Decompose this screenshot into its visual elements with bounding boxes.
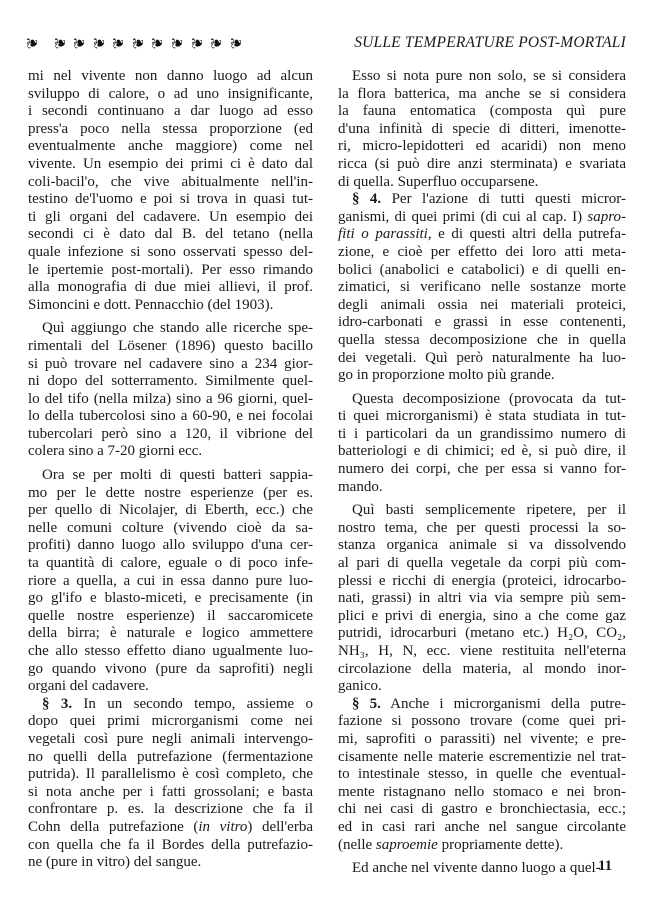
text-segment: Cohn della putrefazione ( bbox=[28, 818, 199, 835]
text-line: quella stessa decomposizione che in quella bbox=[338, 331, 626, 348]
text-line: nati, grassi) in altri via via sempre più sem- bbox=[338, 590, 626, 607]
italic-text: in vitro bbox=[198, 818, 248, 835]
left-column bbox=[28, 68, 313, 878]
text-line: ed in casi rari anche nel sangue circolante bbox=[338, 818, 626, 835]
section-number: § 4. bbox=[352, 191, 382, 208]
text-line: d'una infinità di specie di ditteri, imenotte- bbox=[338, 120, 626, 137]
text-line: confrontare p. es. la descrizione che fa il bbox=[28, 801, 313, 818]
text-line: Quì aggiungo che stando alle ricerche spe- bbox=[42, 320, 313, 337]
running-title: SULLE TEMPERATURE POST-MORTALI bbox=[354, 34, 626, 51]
text-line: ta quantità di calore, eguale o di poco infe- bbox=[28, 555, 313, 572]
text-line: mi, saprofiti o parassiti) nel vivente; e pre- bbox=[338, 730, 626, 747]
text-line: lo della tubercolosi sino a 60-90, e nei focolai bbox=[28, 408, 313, 425]
text-line: che allo stesso effetto diano ugualmente luo- bbox=[28, 643, 313, 659]
text-line: plessi e ricchi di energia (proteici, idrocarbo- bbox=[338, 572, 626, 589]
text-line: fazione si possono trovare (come quei pri- bbox=[338, 713, 626, 730]
text-line: putrida). Il parallelismo è così completo, che bbox=[28, 766, 313, 783]
text-line: batteriologi e di chimici; ed è, si può dire, il bbox=[338, 443, 626, 460]
text-line: si nota anche per i fatti grossolani; e basta bbox=[28, 783, 313, 800]
text-segment: Anche i microrganismi della putre- bbox=[380, 695, 627, 712]
text-line: coli-bacil'o, che vive abitualmente nell'in- bbox=[28, 173, 313, 190]
text-line: testino de'l'uomo e poi si trova in quasi tut- bbox=[28, 191, 313, 208]
text-segment: Per l'azione di tutti questi micror- bbox=[381, 191, 627, 208]
text-line: mo per le dette nostre esperienze (per es. bbox=[28, 484, 313, 501]
text-line: dopo quei primi microrganismi come nei bbox=[28, 713, 313, 730]
paragraph bbox=[28, 467, 313, 696]
text-line: tubercolari però sino a 120, il vibrione del bbox=[28, 425, 313, 442]
text-segment: propriamente dette). bbox=[437, 836, 564, 853]
text-line bbox=[338, 226, 626, 244]
paragraph bbox=[28, 68, 313, 314]
italic-text: fiti o parassiti bbox=[338, 226, 428, 243]
text-line: di quella. Superfluo occuparsene. bbox=[338, 173, 539, 190]
text-line: la flora batterica, ma anche se si considera bbox=[338, 85, 626, 102]
text-line: bolici (anabolici e catabolici) e di quelli en- bbox=[338, 261, 626, 278]
leaf-sprig-icon: ❦ bbox=[70, 36, 89, 50]
text-line: go gl'ifo e blasto-miceti, e precisamente (in bbox=[28, 590, 313, 607]
text-line: Simoncini e dott. Pennacchio (del 1903). bbox=[28, 296, 274, 313]
text-line bbox=[338, 837, 626, 855]
italic-text: sapro- bbox=[587, 208, 626, 225]
text-line: zimatici, si verificano nelle sostanze morte bbox=[338, 279, 626, 296]
text-line: mando. bbox=[338, 478, 383, 495]
text-line bbox=[28, 696, 313, 714]
leaf-sprig-icon: ❦ bbox=[187, 36, 206, 50]
text-line bbox=[338, 696, 626, 714]
text-line: to intestinale stesso, in quelle che eventual- bbox=[338, 766, 626, 783]
italic-text: saproemie bbox=[375, 836, 438, 853]
paragraph bbox=[338, 502, 626, 696]
text-line: al pari di quella vegetale da corpi più com- bbox=[338, 555, 626, 572]
text-line: le ipertemie post-mortali). Per esso rimando bbox=[28, 261, 313, 278]
leaf-sprig-icon: ❦ bbox=[227, 36, 246, 50]
running-header bbox=[23, 33, 626, 53]
text-line: stanza organica animale si va dissolvendo bbox=[338, 537, 626, 554]
text-line: si può trovare nel cadavere sino a 234 gior- bbox=[28, 355, 313, 372]
text-line: idro-carbonati e grassi in esse contenenti, bbox=[338, 314, 626, 331]
text-line: degli animali ossia nei materiali proteici, bbox=[338, 296, 626, 313]
text-line: no quelli della putrefazione (fermentazione bbox=[28, 748, 313, 765]
text-line: go quando vivono (pure da saprofiti) negli bbox=[28, 660, 313, 677]
text-line: nostro tema, che per questi processi la so- bbox=[338, 519, 626, 536]
text-line: mi nel vivente non danno luogo ad alcun bbox=[28, 68, 313, 84]
text-line: organi del cadavere. bbox=[28, 678, 149, 695]
text-line: dei vegetali. Quì però naturalmente ha luo- bbox=[338, 349, 626, 366]
text-segment: , e di questi altri della putrefa- bbox=[427, 226, 626, 243]
leaf-sprig-icon: ❦ bbox=[168, 36, 187, 50]
text-line: i secondi continuano a dar luogo ad esso bbox=[28, 103, 313, 120]
leaf-sprig-icon: ❦ bbox=[109, 36, 128, 50]
paragraph bbox=[28, 320, 313, 461]
text-line: NH₃, H, N, ecc. viene restituita nell'eterna bbox=[338, 643, 626, 659]
text-line: rimentali del Lösener (1896) questo bacillo bbox=[28, 337, 313, 354]
text-line: della birra; è naturale e logico ammettere bbox=[28, 625, 313, 642]
leaf-sprig-icon: ❦ bbox=[50, 36, 69, 50]
text-segment: (nelle bbox=[338, 836, 376, 853]
paragraph bbox=[338, 696, 626, 854]
section-number: § 3. bbox=[42, 695, 73, 712]
text-line: putridi, idrocarburi (metano etc.) H₂O, CO₂, bbox=[338, 625, 626, 642]
text-segment: ganismi, di quei primi (di cui al cap. I) bbox=[338, 208, 588, 225]
text-line: vivente. Un esempio dei primi ci è dato dal bbox=[28, 155, 313, 172]
paragraph bbox=[338, 68, 626, 191]
text-line: con quella che fa il Bordes della putrefazio- bbox=[28, 836, 313, 853]
section-number: § 5. bbox=[352, 695, 381, 712]
text-line bbox=[338, 209, 626, 227]
text-line: zione, e cioè per effetto dei loro atti meta- bbox=[338, 243, 626, 260]
text-line: ti quei microrganismi) è stata studiata in tut- bbox=[338, 408, 626, 425]
text-line: chi nei casi di gastro e bronchiectasia, ecc.; bbox=[338, 801, 626, 818]
text-line: Ed anche nel vivente danno luogo a quel- bbox=[352, 860, 601, 877]
text-segment: ) dell'erba bbox=[247, 818, 313, 835]
text-line: circolazione della materia, al mondo inor- bbox=[338, 660, 626, 677]
paragraph bbox=[338, 860, 626, 878]
text-line bbox=[28, 819, 313, 837]
leaf-sprig-icon: ❦ bbox=[23, 36, 42, 50]
text-line: mente ristagnano nello stomaco e nei bron- bbox=[338, 783, 626, 800]
text-line: ganico. bbox=[338, 678, 382, 695]
right-column bbox=[338, 68, 626, 884]
text-line: nelle comuni colture (vivendo cioè da sa- bbox=[28, 519, 313, 536]
text-line: go in proporzione molto più grande. bbox=[338, 367, 555, 384]
text-line: eventualmente anche maggiore) come nel bbox=[28, 138, 313, 155]
text-line: ti gli organi del cadavere. Un esempio dei bbox=[28, 208, 313, 225]
text-line: Questa decomposizione (provocata da tut- bbox=[352, 390, 626, 407]
paragraph bbox=[338, 391, 626, 497]
text-segment: In un secondo tempo, assieme o bbox=[72, 695, 314, 712]
text-line: Esso si nota pure non solo, se si considera bbox=[352, 68, 626, 84]
text-line: colera sino a 7-20 giorni ecc. bbox=[28, 443, 203, 460]
text-line: riore a quella, a cui in essa danno pure luo- bbox=[28, 572, 313, 589]
text-line: profiti) danno luogo allo sviluppo d'una cer- bbox=[28, 537, 313, 554]
ornament-row bbox=[23, 34, 246, 52]
leaf-sprig-icon: ❦ bbox=[129, 36, 148, 50]
paragraph bbox=[338, 191, 626, 385]
paragraph bbox=[28, 696, 313, 872]
leaf-sprig-icon: ❦ bbox=[90, 36, 109, 50]
text-line: lo del tifo (nella milza) sino a 96 giorni, quel- bbox=[28, 390, 313, 407]
text-line: ne (pure in vitro) del sangue. bbox=[28, 854, 202, 871]
text-line: ni dopo del sotterramento. Similmente quel- bbox=[28, 373, 313, 390]
text-line: quale infezione si sono osservati spesso del- bbox=[28, 243, 313, 260]
text-line: sviluppo di calore, o ad uno insignificante, bbox=[28, 85, 313, 102]
text-line: numero dei corpi, che per essa si vanno for- bbox=[338, 461, 626, 478]
text-line: press'a poco nella stessa proporzione (ed bbox=[28, 120, 313, 137]
text-line: ri, micro-lepidotteri ed acaridi) non meno bbox=[338, 138, 626, 155]
text-line: ti i particolari da un grandissimo numero di bbox=[338, 425, 626, 442]
text-line: Ora se per molti di questi batteri sappia- bbox=[42, 467, 313, 484]
leaf-sprig-icon: ❦ bbox=[148, 36, 167, 50]
text-line: plici e privi di energia, sino a che come gaz bbox=[338, 607, 626, 624]
text-line: cisamente nelle materie escrementizie nel trat- bbox=[338, 748, 626, 765]
text-line: vegetali così pure negli animali intervengo- bbox=[28, 730, 313, 747]
text-line bbox=[338, 191, 626, 209]
leaf-sprig-icon: ❦ bbox=[207, 36, 226, 50]
text-line: quelle nostre esperienze) il saccaromicete bbox=[28, 607, 313, 624]
text-line: ricca (si può dire anzi sterminata) e svariata bbox=[338, 155, 626, 172]
text-line: la fauna entomatica (composta quì pure bbox=[338, 103, 626, 120]
text-line: alla monografia di due miei allievi, il prof. bbox=[28, 279, 313, 296]
text-line: Quì basti semplicemente ripetere, per il bbox=[352, 502, 626, 519]
text-line: per quello di Nicolajer, di Eberth, ecc.) che bbox=[28, 502, 313, 519]
text-line: secondi ci è dato dal B. del tetano (nella bbox=[28, 226, 313, 243]
page-number: 11 bbox=[598, 858, 613, 874]
